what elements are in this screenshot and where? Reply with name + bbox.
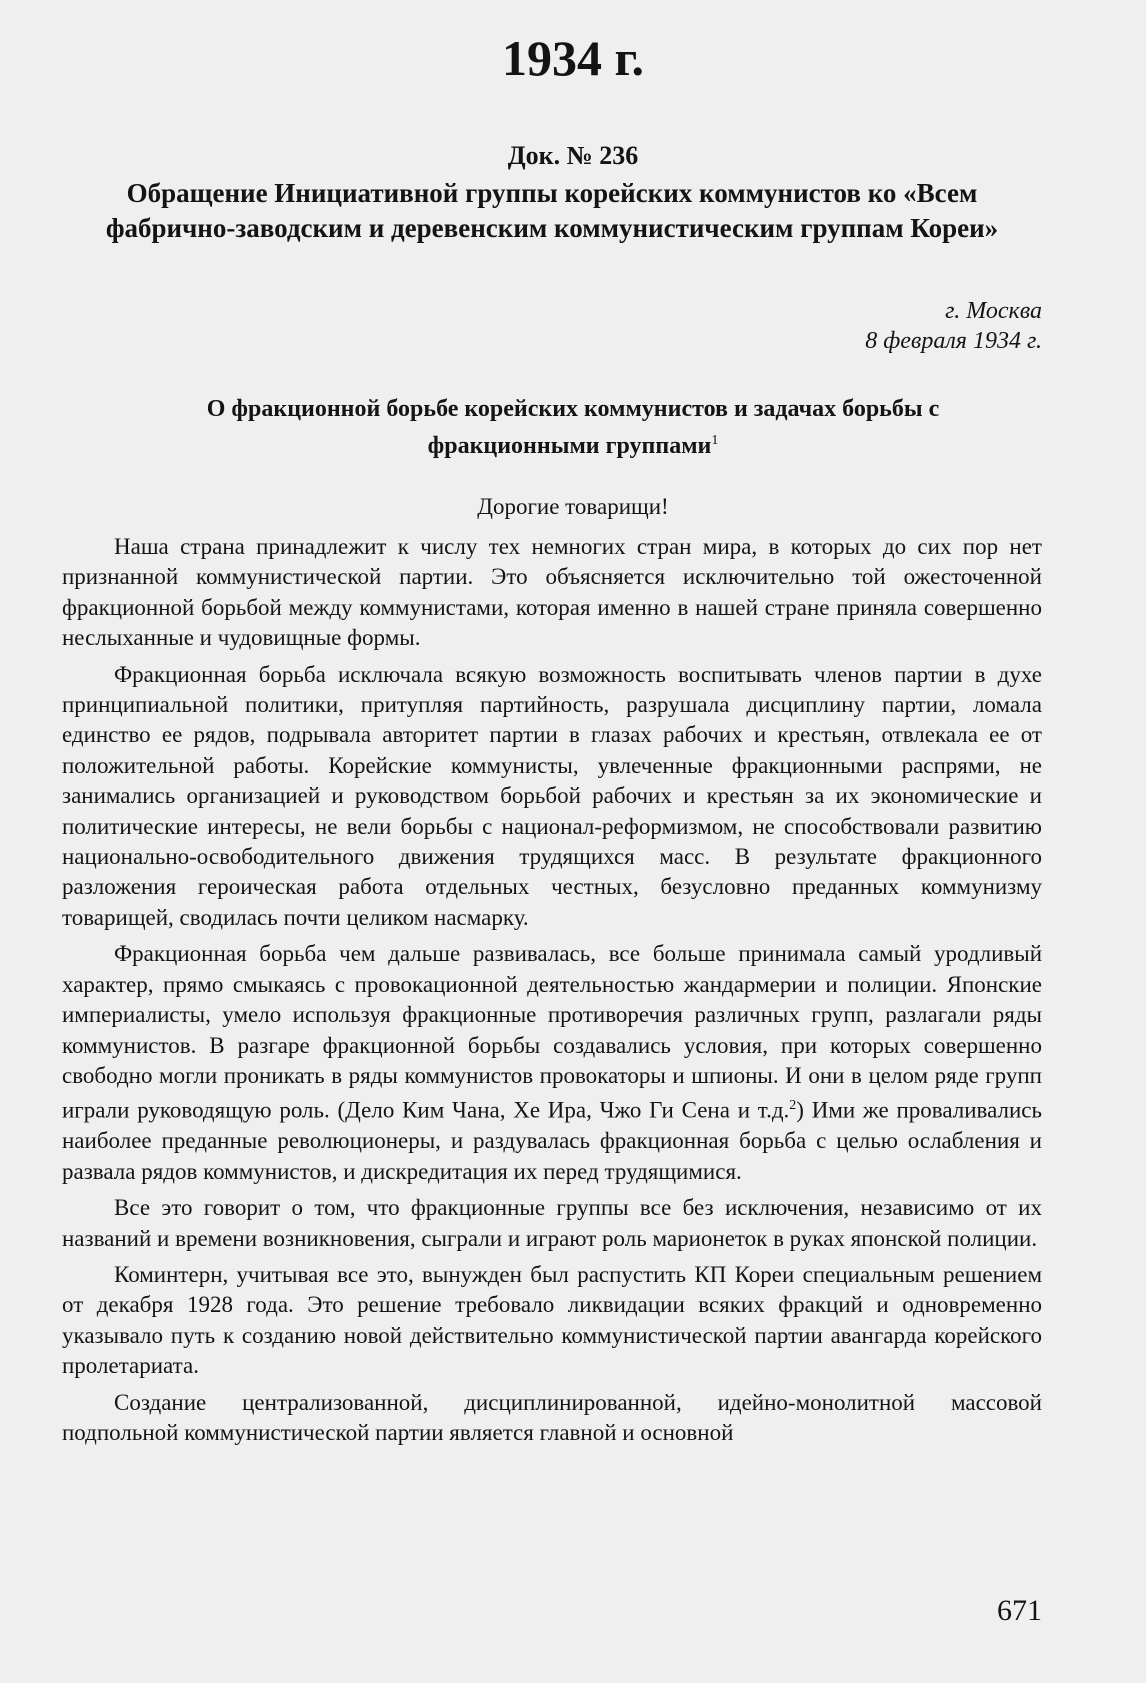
paragraph-3 [62,939,1042,1187]
paragraph-3-end: ) Ими же проваливались наиболее преданные революционеры, и раздувалась фракционная борьба с целью ослабления и развала рядов коммунистов, и дискредитация их перед трудящимися. [62,1097,1042,1184]
paragraph-4: Все это говорит о том, что фракционные группы все без исключения, независимо от их названий и времени возникновения, сыграли и играют роль марионеток в руках японской полиции. [62,1195,1042,1251]
footnote-mark-1: 1 [711,433,719,448]
paragraph-6: Создание централизованной, дисциплинированной, идейно-монолитной массовой подпольной коммунистической партии является главной и основной [62,1389,1042,1446]
paragraph-2: Фракционная борьба исключала всякую возможность воспитывать членов партии в духе принципиальной политики, притупляя партийность, разрушала дисциплину партии, ломала единство ее рядов, подрывала авторитет партии в глазах рабочих и крестьян, отвлекала ее от положительной работы. Корейские коммунисты, увлеченные фракционными распрями, не занимались организацией и руководством борьбой рабочих и крестьян за их экономические и политические интересы, не вели борьбы с национал-реформизмом, не способствовали развитию национально-освободительного движения трудящихся масс. В результате фракционного разложения героическая работа отдельных честных, безусловно преданных коммунизму товарищей, сводилась почти целиком насмарку. [62,661,1042,930]
doc-place: г. Москва [945,298,1042,324]
footnote-mark-2: 2 [789,1098,797,1114]
paragraph-1: Наша страна принадлежит к числу тех немногих стран мира, в которых до сих пор нет признанной коммунистической партии. Это объясняется исключительно той ожесточенной фракционной борьбой между коммунистами, которая именно в нашей стране приняла совершенно неслыханные и чудовищные формы. [62,534,1042,651]
greeting: Дорогие товарищи! [477,494,669,519]
doc-number: Док. № 236 [507,141,639,170]
paragraph-5: Коминтерн, учитывая все это, вынужден был распустить КП Кореи специальным решением от декабря 1928 года. Это решение требовало ликвидации всяких фракций и одновременно указывало путь к созданию новой действительно коммунистической партии авангарда корейского пролетариата. [62,1262,1042,1379]
section-title-text: О фракционной борьбе корейских коммунистов и задачах борьбы с фракционными группами [206,396,940,459]
doc-date: 8 февраля 1934 г. [865,328,1042,354]
year-heading: 1934 г. [501,30,645,86]
page-number: 671 [997,1594,1042,1627]
paragraph-3-text: Фракционная борьба чем дальше развивалась, все больше принимала самый уродливый характер, прямо смыкаясь с провокационной деятельностью жандармерии и полиции. Японские империалисты, умело используя фракционные противоречия различных групп, разлагали ряды коммунистов. В разгаре фракционной борьбы создавались условия, при которых совершенно свободно могли проникать в ряды коммунистов провокаторы и шпионы. И они в целом ряде групп играли руководящую роль. (Дело Ким Чана, Хе Ира, Чжо Ги Сена и т.д. [62,941,1042,1123]
body-text [62,532,1042,1454]
doc-title: Обращение Инициативной группы корейских коммунистов ко «Всем фабрично-заводским и деревенским коммунистическим группам Кореи» [105,178,999,243]
section-title [150,394,996,462]
place-date-block [865,296,1042,356]
